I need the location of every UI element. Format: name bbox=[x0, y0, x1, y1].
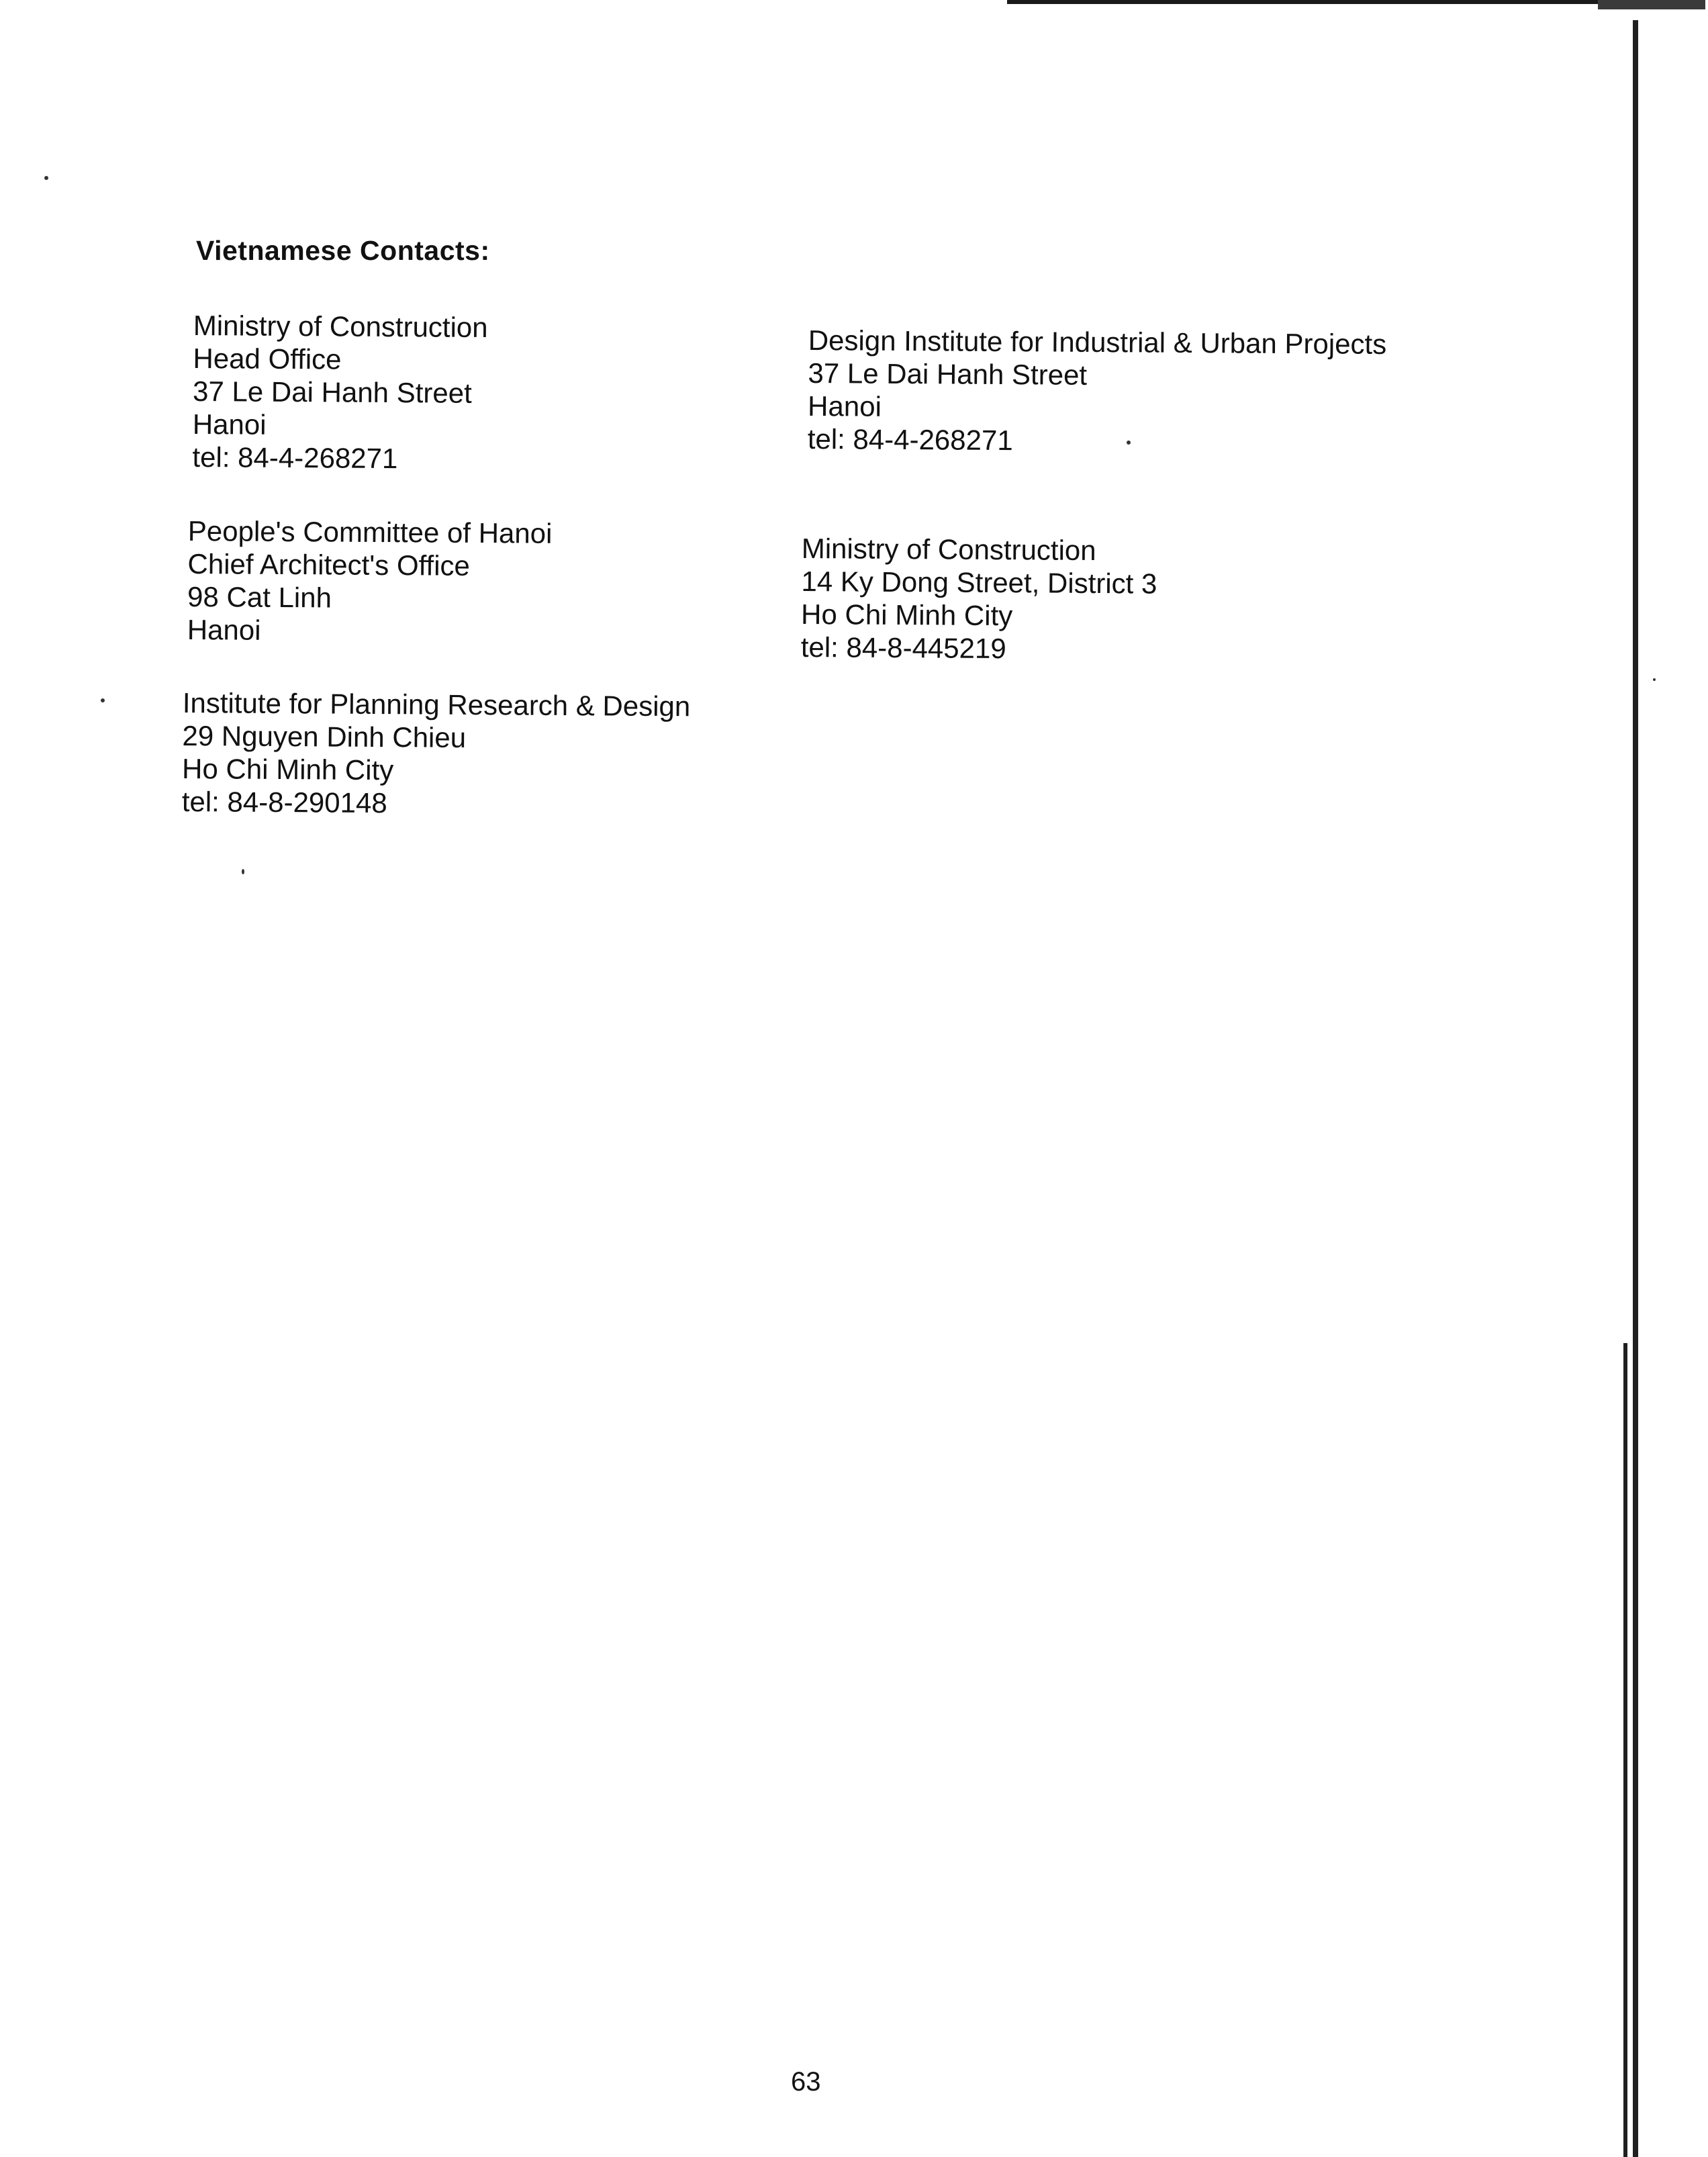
contact-street: 29 Nguyen Dinh Chieu bbox=[182, 719, 467, 753]
contact-peoples-committee-hanoi bbox=[187, 514, 553, 649]
contact-city: Ho Chi Minh City bbox=[181, 752, 394, 786]
contact-institute-planning-research bbox=[182, 686, 691, 821]
contact-organization: Design Institute for Industrial & Urban Projects bbox=[808, 324, 1387, 361]
scan-speck bbox=[44, 176, 48, 180]
contact-phone: tel: 84-4-268271 bbox=[192, 441, 398, 475]
contact-ministry-construction-hcmc bbox=[801, 532, 1157, 666]
scan-speck bbox=[101, 698, 105, 702]
contact-street: 98 Cat Linh bbox=[187, 580, 332, 614]
contact-street: 37 Le Dai Hanh Street bbox=[192, 375, 472, 409]
contact-design-institute bbox=[808, 324, 1387, 459]
contact-phone: tel: 84-8-445219 bbox=[800, 631, 1006, 665]
page-number: 63 bbox=[791, 2067, 821, 2097]
contact-organization: Ministry of Construction bbox=[193, 309, 488, 344]
scan-speck bbox=[1127, 441, 1131, 445]
scan-speck bbox=[1653, 678, 1656, 681]
contact-ministry-construction-hanoi bbox=[192, 309, 488, 475]
binding-edge-line bbox=[1633, 20, 1638, 2157]
top-edge-rule bbox=[1007, 0, 1678, 4]
contact-organization: Institute for Planning Research & Design bbox=[182, 687, 691, 723]
contact-phone: tel: 84-4-268271 bbox=[807, 422, 1013, 457]
section-heading: Vietnamese Contacts: bbox=[196, 235, 490, 266]
contact-street: 14 Ky Dong Street, District 3 bbox=[801, 565, 1157, 600]
contact-department: Head Office bbox=[193, 342, 342, 375]
contact-city: Ho Chi Minh City bbox=[800, 598, 1013, 632]
top-corner-shadow bbox=[1598, 0, 1705, 9]
binding-edge-line-lower bbox=[1623, 1343, 1627, 2157]
contact-department: Chief Architect's Office bbox=[187, 547, 471, 582]
contact-street: 37 Le Dai Hanh Street bbox=[808, 357, 1088, 391]
scan-speck bbox=[242, 869, 244, 874]
contact-organization: People's Committee of Hanoi bbox=[187, 515, 553, 549]
contact-organization: Ministry of Construction bbox=[801, 533, 1096, 567]
contact-city: Hanoi bbox=[187, 613, 261, 646]
contact-city: Hanoi bbox=[192, 408, 267, 441]
contact-phone: tel: 84-8-290148 bbox=[181, 785, 387, 819]
contact-city: Hanoi bbox=[807, 389, 882, 422]
